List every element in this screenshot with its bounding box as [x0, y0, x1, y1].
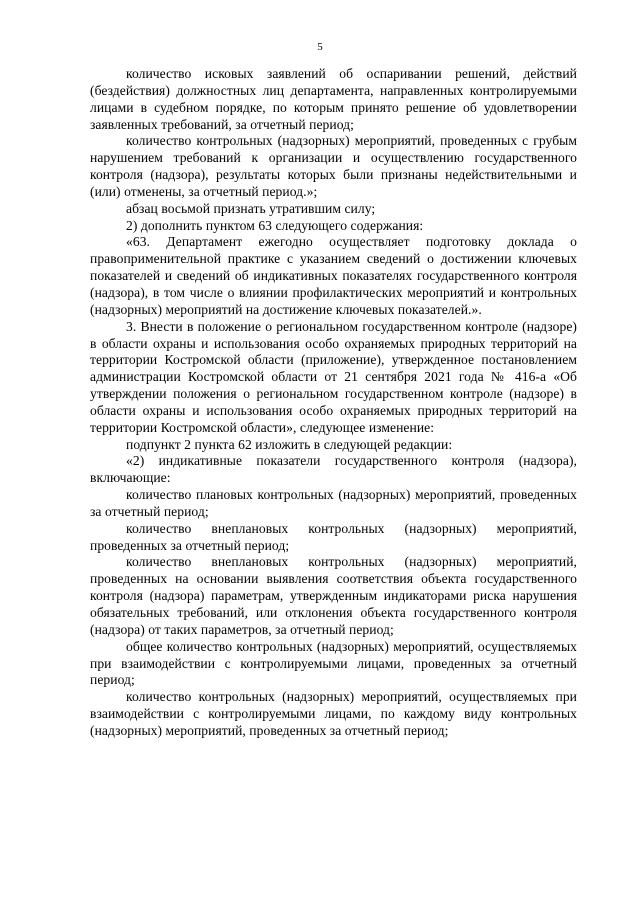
paragraph-indicative-indicators: «2) индикативные показатели государственного контроля (надзора), включающие: — [90, 453, 577, 486]
paragraph-subpoint-2: подпункт 2 пункта 62 изложить в следующей редакции: — [126, 436, 453, 452]
paragraph-interaction-events-by-type: количество контрольных (надзорных) мероприятий, осуществляемых при взаимодействии с контролируемыми лицами, по каждому виду контрольных (надзорных) мероприятий, проведенных за отчетный период; — [90, 689, 577, 738]
paragraph-add-point-63: 2) дополнить пунктом 63 следующего содержания: — [126, 217, 424, 233]
paragraph-point-63: «63. Департамент ежегодно осуществляет подготовку доклада о правоприменительной практике с указанием сведений о достижении ключевых показателей и сведений об индикативных показателях государственного контроля (надзора), в том числе о влиянии профилактических мероприятий и контрольных (надзорных) мероприятий на достижение ключевых показателей.». — [90, 234, 577, 317]
paragraph-unplanned-risk-events: количество внеплановых контрольных (надзорных) мероприятий, проведенных на основании выявления соответствия объекта государственного контроля (надзора) параметрам, утвержденным индикаторами риска нарушения обязательных требований, или отклонения объекта государственного контроля (надзора) от таких параметров, за отчетный период; — [90, 554, 577, 637]
paragraph-gross-violations: количество контрольных (надзорных) мероприятий, проведенных с грубым нарушением требований к организации и осуществлению государственного контроля (надзора), результаты которых были признаны недействительными и (или) отменены, за отчетный период.»; — [90, 133, 577, 199]
paragraph-total-interaction-events: общее количество контрольных (надзорных) мероприятий, осуществляемых при взаимодействии с контролируемыми лицами, проведенных за отчетный период; — [90, 638, 577, 688]
document-body — [90, 66, 577, 740]
page-number: 5 — [317, 41, 323, 53]
paragraph-claims-count: количество исковых заявлений об оспаривании решений, действий (бездействия) должностных лиц департамента, направленных контролируемыми лицами в судебном порядке, по которым принято решение об удовлетворении заявленных требований, за отчетный период; — [90, 66, 577, 132]
paragraph-amend-regulation: 3. Внести в положение о региональном государственном контроле (надзоре) в области охраны и использования особо охраняемых природных территорий на территории Костромской области (приложение), утвержденное постановлением администрации Костромской области от 21 сентября 2021 года № 416-а «Об утверждении положения о региональном государственном контроле (надзоре) в области охраны и использования особо охраняемых природных территорий на территории Костромской области», следующее изменение: — [90, 318, 577, 435]
paragraph-abolish-eighth: абзац восьмой признать утратившим силу; — [126, 200, 376, 216]
paragraph-unplanned-events: количество внеплановых контрольных (надзорных) мероприятий, проведенных за отчетный период; — [90, 520, 577, 553]
paragraph-planned-events: количество плановых контрольных (надзорных) мероприятий, проведенных за отчетный период; — [90, 487, 577, 519]
